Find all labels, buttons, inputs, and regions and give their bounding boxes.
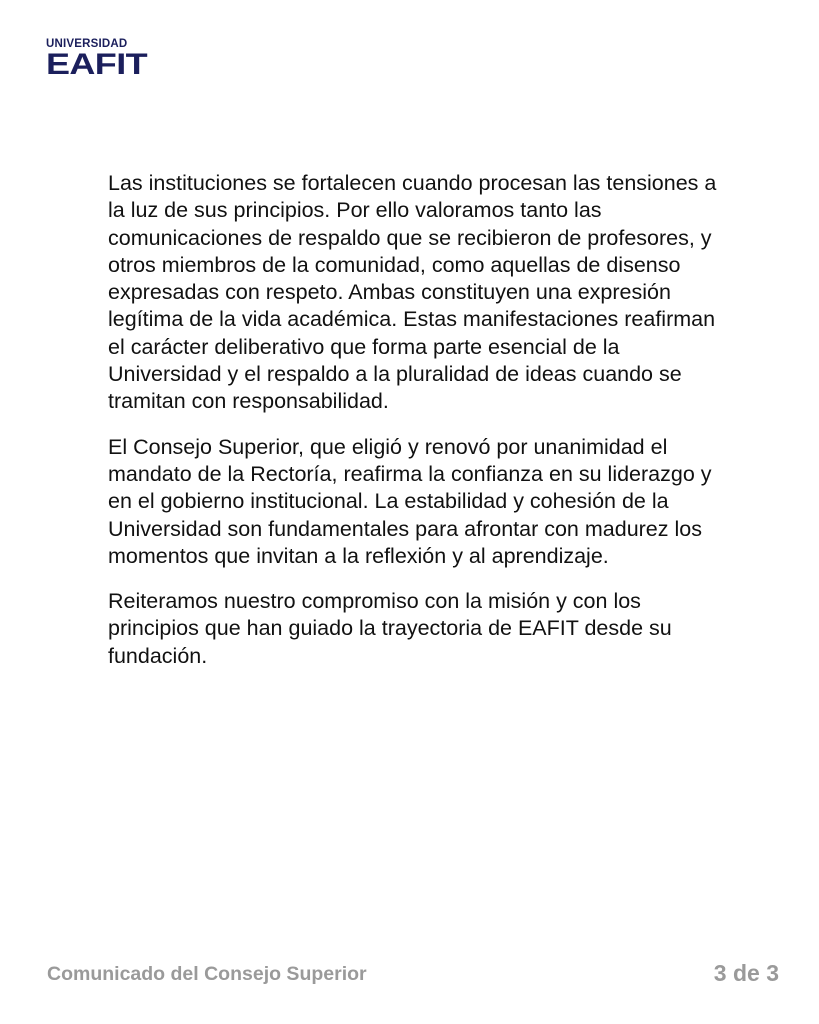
page-number: 3 de 3: [713, 960, 779, 986]
eafit-logo: [46, 38, 158, 81]
paragraph-2: El Consejo Superior, que eligió y renovó por unanimidad el mandato de la Rectoría, reafirma la confianza en su liderazgo y en el gobierno institucional. La estabilidad y cohesión de la Universidad son fundamentales para afrontar con madurez los momentos que invitan a la reflexión y al aprendizaje.: [108, 434, 712, 568]
paragraph-3: Reiteramos nuestro compromiso con la misión y con los principios que han guiado la trayectoria de EAFIT desde su fundación.: [108, 589, 672, 668]
document-body: [108, 170, 728, 688]
logo-top-text: UNIVERSIDAD: [46, 38, 128, 50]
paragraph-1: Las instituciones se fortalecen cuando procesan las tensiones a la luz de sus principios. Por ello valoramos tanto las comunicaciones de respaldo que se recibieron de profesores, y otros miembros de la comunidad, como aquellas de disenso expresadas con respeto. Ambas constituyen una expresión legítima de la vida académica. Estas manifestaciones reafirman el carácter deliberativo que forma parte esencial de la Universidad y el respaldo a la pluralidad de ideas cuando se tramitan con responsabilidad.: [108, 171, 717, 414]
footer-title: Comunicado del Consejo Superior: [47, 963, 367, 985]
logo-main-text: EAFIT: [46, 48, 148, 81]
